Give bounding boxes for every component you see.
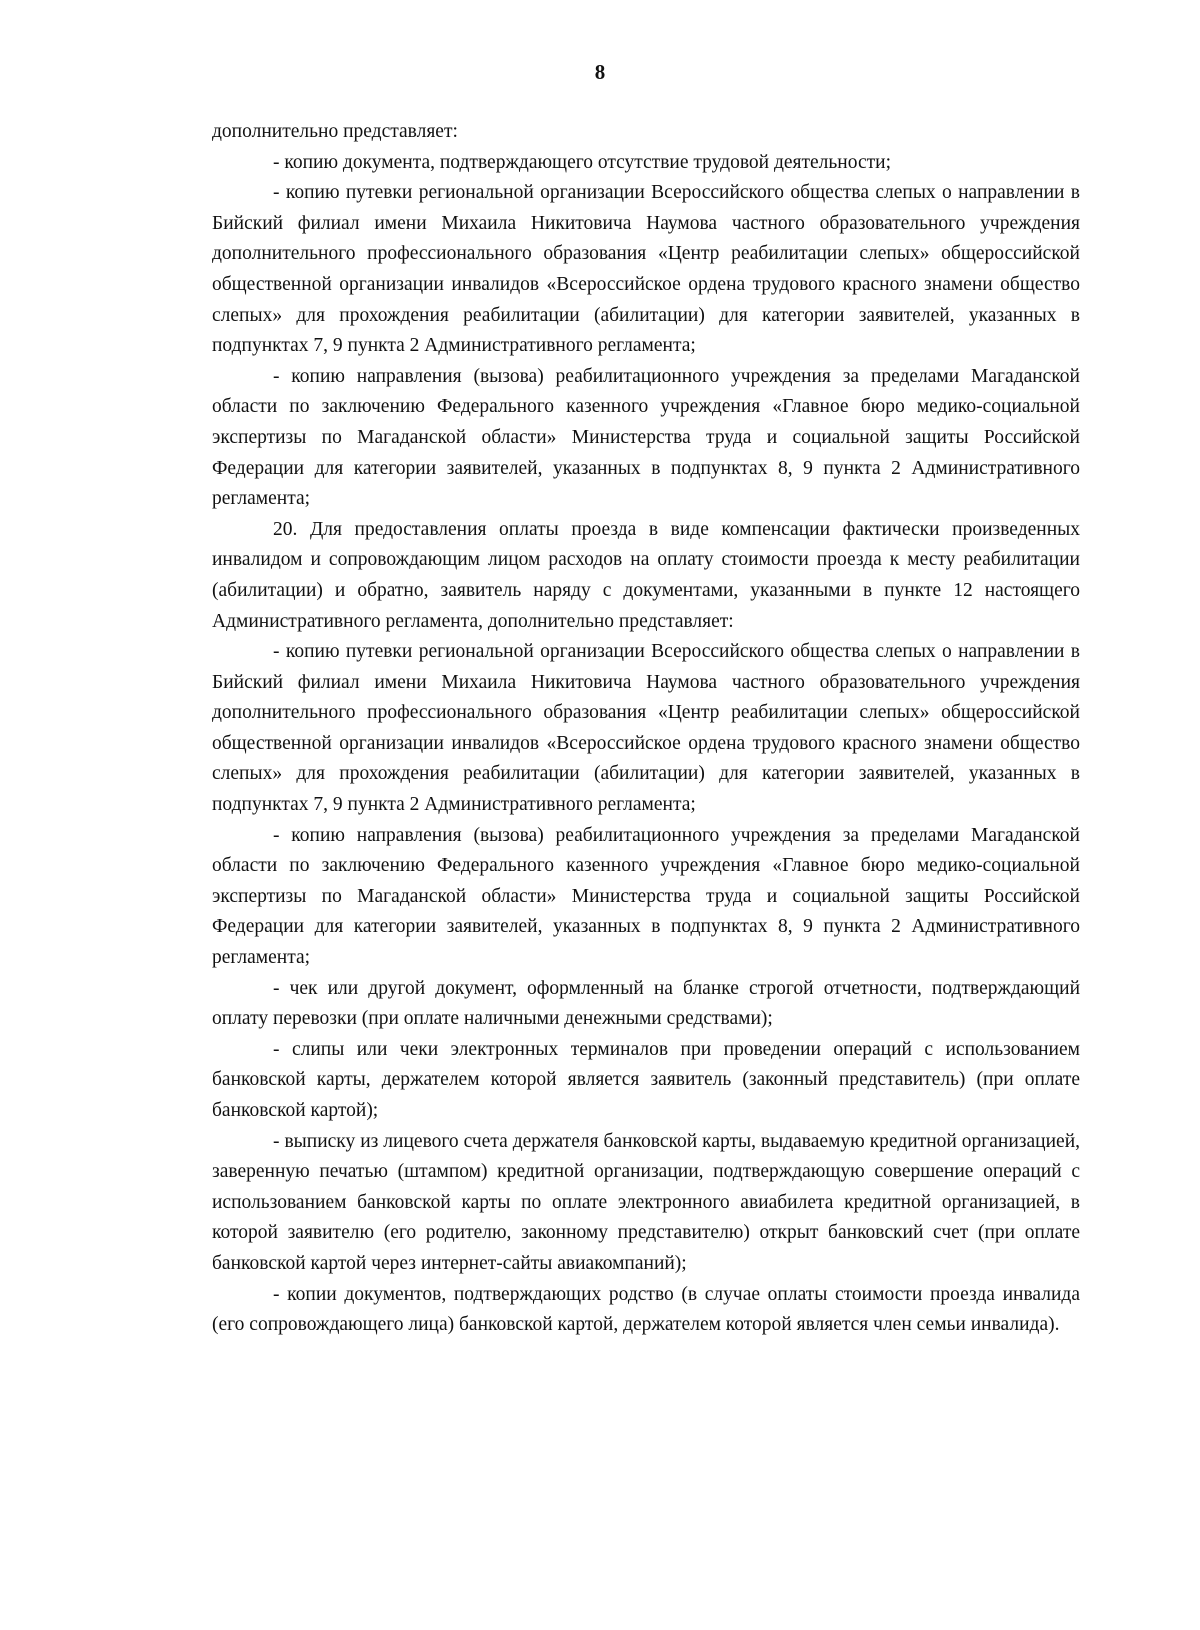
list-item-no-employment: - копию документа, подтверждающего отсутствие трудовой деятельности;: [273, 151, 892, 173]
list-item-rehab-referral-2: - копию направления (вызова) реабилитационного учреждения за пределами Магаданской области по заключению Федерального казенного учреждения «Главное бюро медико-социальной экспертизы по Магаданской области» Министерства труда и социальной защиты Российской Федерации для категории заявителей, указанных в подпунктах 8, 9 пункта 2 Административного регламента;: [212, 824, 1080, 969]
paragraph-item-20: 20. Для предоставления оплаты проезда в виде компенсации фактически произведенных инвалидом и сопровождающим лицом расходов на оплату стоимости проезда к месту реабилитации (абилитации) и обратно, заявитель наряду с документами, указанными в пункте 12 настоящего Административного регламента, дополнительно представляет:: [212, 518, 1080, 632]
document-body: [212, 117, 1080, 1341]
list-item-voucher-blind-society: - копию путевки региональной организации Всероссийского общества слепых о направлении в Бийский филиал имени Михаила Никитовича Наумова частного образовательного учреждения дополнительного профессионального образования «Центр реабилитации слепых» общероссийской общественной организации инвалидов «Всероссийское ордена трудового красного знамени общество слепых» для прохождения реабилитации (абилитации) для категории заявителей, указанных в подпунктах 7, 9 пункта 2 Административного регламента;: [212, 182, 1080, 357]
paragraph-continuation: дополнительно представляет:: [212, 121, 458, 142]
list-item-slips: - слипы или чеки электронных терминалов при проведении операций с использованием банковской карты, держателем которой является заявитель (законный представитель) (при оплате банковской картой);: [212, 1038, 1080, 1121]
list-item-receipt: - чек или другой документ, оформленный на бланке строгой отчетности, подтверждающий оплату перевозки (при оплате наличными денежными средствами);: [212, 977, 1080, 1030]
list-item-voucher-blind-society-2: - копию путевки региональной организации Всероссийского общества слепых о направлении в Бийский филиал имени Михаила Никитовича Наумова частного образовательного учреждения дополнительного профессионального образования «Центр реабилитации слепых» общероссийской общественной организации инвалидов «Всероссийское ордена трудового красного знамени общество слепых» для прохождения реабилитации (абилитации) для категории заявителей, указанных в подпунктах 7, 9 пункта 2 Административного регламента;: [212, 641, 1080, 816]
list-item-rehab-referral: - копию направления (вызова) реабилитационного учреждения за пределами Магаданской области по заключению Федерального казенного учреждения «Главное бюро медико-социальной экспертизы по Магаданской области» Министерства труда и социальной защиты Российской Федерации для категории заявителей, указанных в подпунктах 8, 9 пункта 2 Административного регламента;: [212, 365, 1080, 510]
list-item-bank-statement: - выписку из лицевого счета держателя банковской карты, выдаваемую кредитной организацией, заверенную печатью (штампом) кредитной организации, подтверждающую совершение операций с использованием банковской карты по оплате электронного авиабилета кредитной организацией, в которой заявителю (его родителю, законному представителю) открыт банковский счет (при оплате банковской картой через интернет-сайты авиакомпаний);: [212, 1130, 1080, 1274]
list-item-kinship-documents: - копии документов, подтверждающих родство (в случае оплаты стоимости проезда инвалида (его сопровождающего лица) банковской картой, держателем которой является член семьи инвалида).: [212, 1283, 1080, 1336]
page-number: 8: [594, 60, 606, 84]
